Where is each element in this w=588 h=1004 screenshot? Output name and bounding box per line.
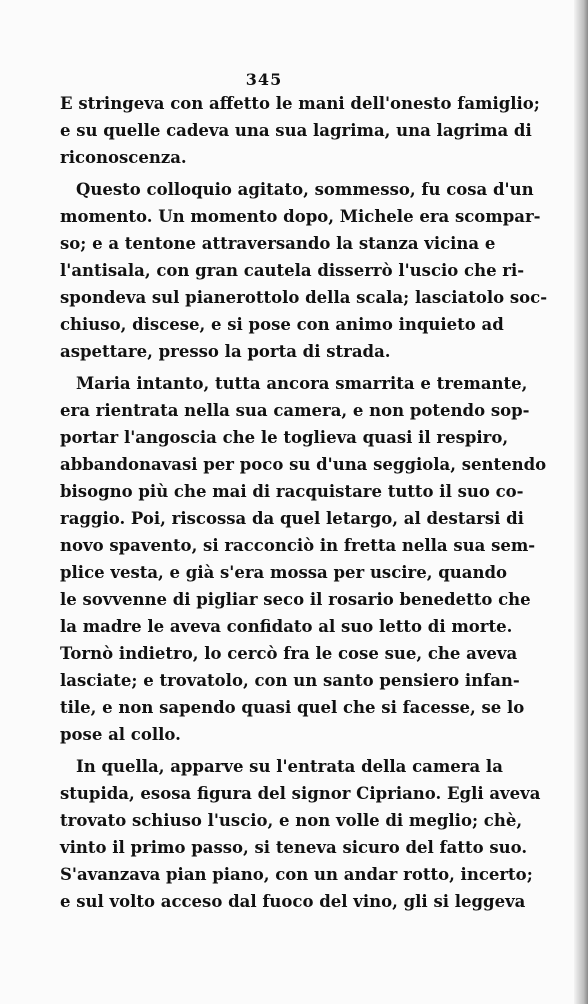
paragraph	[60, 90, 540, 171]
text-line: momento. Un momento dopo, Michele era scompar-	[60, 207, 541, 226]
paragraph	[60, 176, 548, 365]
text-line: aspettare, presso la porta di strada.	[60, 342, 391, 361]
text-line: In quella, apparve su l'entrata della camera la	[76, 757, 503, 776]
text-line: era rientrata nella sua camera, e non potendo sop-	[60, 401, 530, 420]
text-line: trovato schiuso l'uscio, e non volle di meglio; chè,	[60, 811, 523, 830]
text-line: so; e a tentone attraversando la stanza vicina e	[60, 234, 496, 253]
page-edge-shadow	[574, 0, 588, 1004]
text-line: le sovvenne di pigliar seco il rosario benedetto che	[60, 590, 531, 609]
paragraph	[60, 370, 547, 748]
text-line: bisogno più che mai di racquistare tutto il suo co-	[60, 482, 524, 501]
text-line: plice vesta, e già s'era mossa per uscire, quando	[60, 563, 507, 582]
text-line: la madre le aveva confidato al suo letto di morte.	[60, 617, 513, 636]
text-line: e sul volto acceso dal fuoco del vino, gli si leggeva	[60, 892, 526, 911]
text-line: raggio. Poi, riscossa da quel letargo, al destarsi di	[60, 509, 524, 528]
body-text	[60, 90, 548, 915]
paragraph	[60, 753, 541, 915]
text-line: abbandonavasi per poco su d'una seggiola, sentendo	[60, 455, 547, 474]
text-line: lasciate; e trovatolo, con un santo pensiero infan-	[60, 671, 520, 690]
text-line: pose al collo.	[60, 725, 181, 744]
text-line: novo spavento, si racconciò in fretta nella sua sem-	[60, 536, 536, 555]
text-line: chiuso, discese, e si pose con animo inquieto ad	[60, 315, 504, 334]
text-line: Questo colloquio agitato, sommesso, fu cosa d'un	[76, 180, 534, 199]
text-line: Maria intanto, tutta ancora smarrita e tremante,	[76, 374, 528, 393]
text-line: l'antisala, con gran cautela disserrò l'uscio che ri-	[60, 261, 525, 280]
text-line: portar l'angoscia che le toglieva quasi il respiro,	[60, 428, 509, 447]
text-line: e su quelle cadeva una sua lagrima, una lagrima di	[60, 121, 532, 140]
text-line: vinto il primo passo, si teneva sicuro del fatto suo.	[60, 838, 528, 857]
text-line: spondeva sul pianerottolo della scala; lasciatolo soc-	[60, 288, 548, 307]
text-line: E stringeva con affetto le mani dell'onesto famiglio;	[60, 94, 540, 113]
text-line: stupida, esosa figura del signor Cipriano. Egli aveva	[60, 784, 541, 803]
text-line: S'avanzava pian piano, con un andar rotto, incerto;	[60, 865, 533, 884]
text-line: riconoscenza.	[60, 148, 187, 167]
text-line: tile, e non sapendo quasi quel che si facesse, se lo	[60, 698, 525, 717]
text-line: Tornò indietro, lo cercò fra le cose sue, che aveva	[60, 644, 518, 663]
page-number: 345	[245, 70, 283, 89]
